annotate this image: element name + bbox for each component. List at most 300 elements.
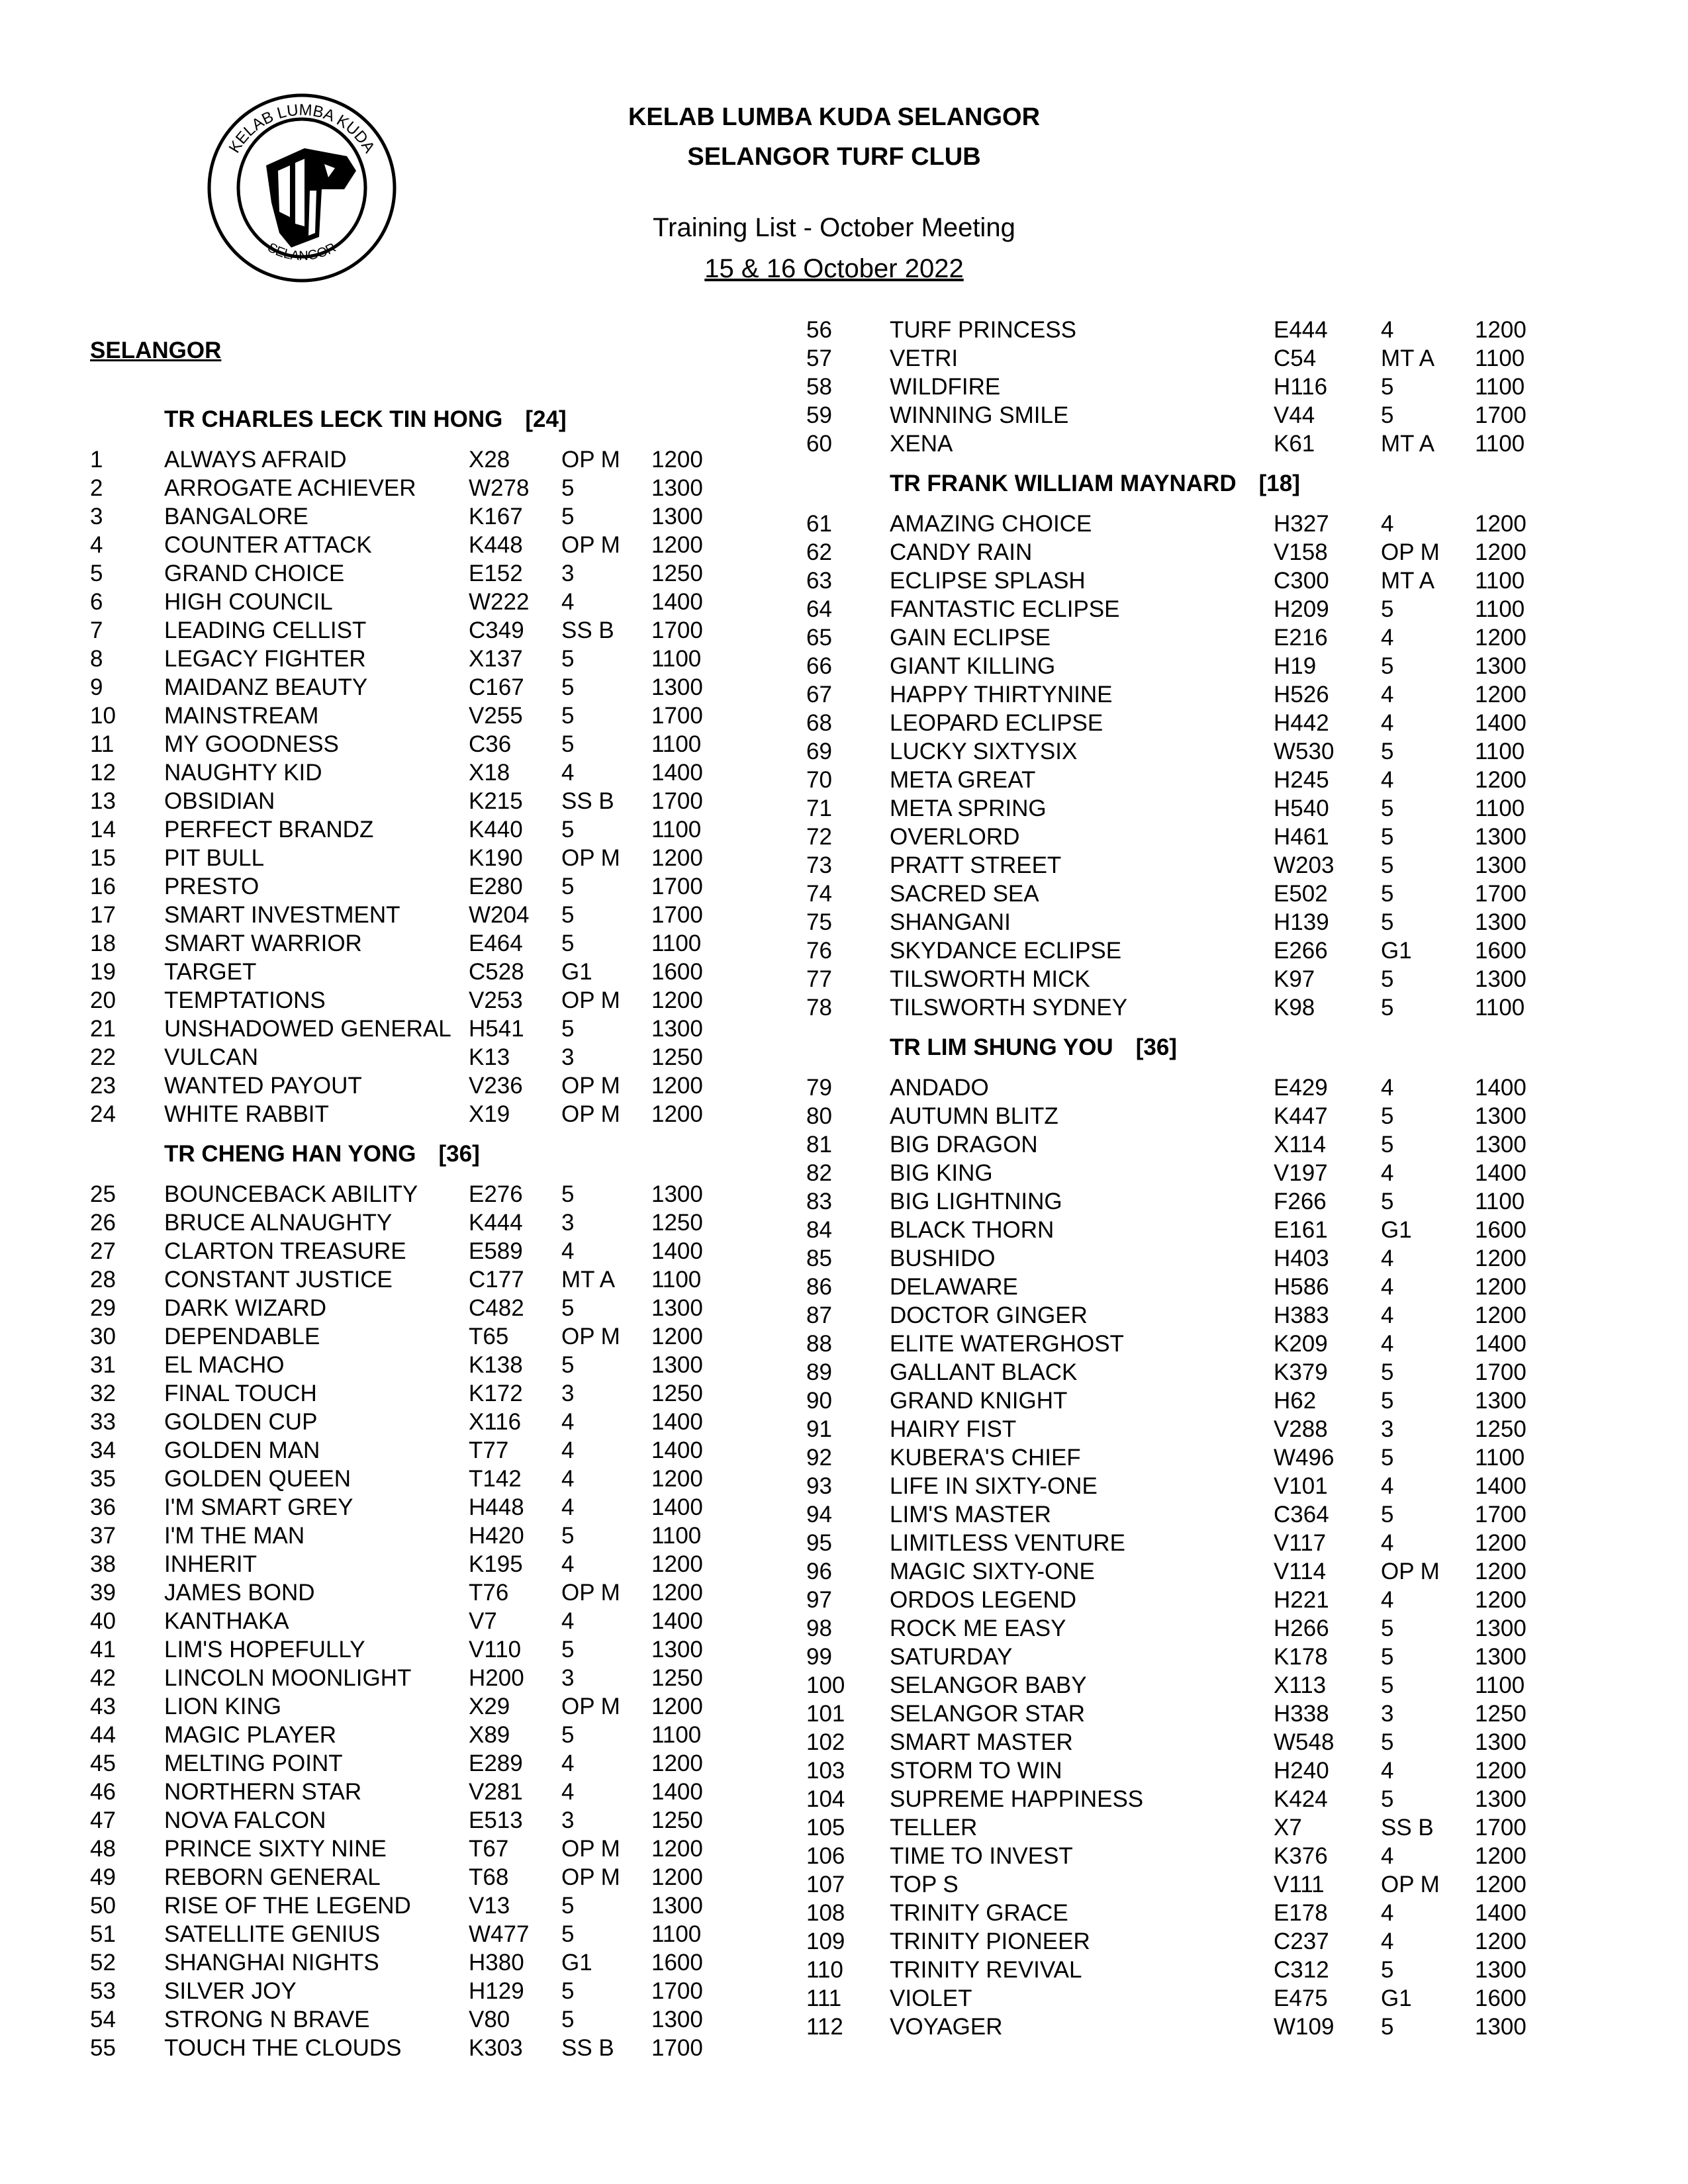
horse-class: 4 — [561, 589, 575, 615]
table-row — [90, 1322, 703, 1351]
horse-distance: 1200 — [651, 532, 703, 558]
horse-code: E280 — [469, 874, 523, 899]
horse-code: H62 — [1274, 1388, 1317, 1414]
horse-number: 2 — [90, 475, 103, 501]
table-row — [90, 474, 703, 502]
horse-name: LEADING CELLIST — [164, 617, 367, 643]
horse-class: 5 — [1381, 374, 1394, 400]
horse-distance: 1300 — [1475, 1615, 1526, 1641]
horse-distance: 1400 — [1475, 1075, 1526, 1101]
table-row — [806, 794, 1525, 823]
horse-distance: 1200 — [1475, 1587, 1526, 1613]
logo-bottom-text: SELANGOR — [265, 240, 339, 264]
horse-number: 24 — [90, 1101, 116, 1127]
horse-name: PRINCE SIXTY NINE — [164, 1836, 387, 1862]
horse-class: 5 — [1381, 1672, 1394, 1698]
horse-number: 65 — [806, 625, 832, 651]
trainer-horse-count: [18] — [1258, 471, 1300, 496]
horse-distance: 1700 — [651, 788, 703, 814]
horse-distance: 1300 — [1475, 1132, 1526, 1158]
horse-name: MY GOODNESS — [164, 731, 339, 757]
horse-code: V281 — [469, 1779, 523, 1805]
horse-code: V253 — [469, 987, 523, 1013]
horse-code: W109 — [1274, 2014, 1335, 2040]
table-row — [806, 680, 1526, 709]
horse-class: 5 — [1381, 966, 1394, 992]
horse-distance: 1700 — [1475, 1359, 1526, 1385]
horse-name: GOLDEN CUP — [164, 1409, 318, 1435]
table-row — [90, 1493, 703, 1522]
horse-class: 4 — [561, 1751, 575, 1776]
horse-name: RISE OF THE LEGEND — [164, 1893, 411, 1919]
horse-distance: 1400 — [651, 1409, 703, 1435]
horse-code: K447 — [1274, 1103, 1328, 1129]
horse-distance: 1200 — [1475, 539, 1526, 565]
table-row — [806, 567, 1525, 595]
table-row — [806, 1187, 1525, 1216]
horse-code: K61 — [1274, 431, 1315, 457]
horse-number: 7 — [90, 617, 103, 643]
horse-distance: 1200 — [651, 1864, 703, 1890]
horse-class: 5 — [561, 817, 575, 842]
table-row — [806, 936, 1526, 965]
table-row — [90, 1294, 703, 1322]
horse-name: SUPREME HAPPINESS — [890, 1786, 1144, 1812]
horse-code: F266 — [1274, 1189, 1327, 1214]
horse-name: DELAWARE — [890, 1274, 1018, 1300]
horse-number: 99 — [806, 1644, 832, 1670]
table-row — [806, 1529, 1526, 1557]
horse-class: 5 — [561, 1181, 575, 1207]
table-row — [90, 872, 703, 901]
horse-class: OP M — [561, 1073, 620, 1099]
horse-distance: 1700 — [1475, 1502, 1526, 1527]
horse-distance: 1200 — [1475, 1246, 1526, 1271]
horse-name: CANDY RAIN — [890, 539, 1033, 565]
horse-class: 4 — [561, 1608, 575, 1634]
horse-distance: 1200 — [1475, 1302, 1526, 1328]
logo-top-text: KELAB LUMBA KUDA — [225, 101, 379, 156]
horse-distance: 1200 — [651, 1073, 703, 1099]
horse-code: C167 — [469, 674, 524, 700]
horse-distance: 1100 — [651, 646, 702, 672]
horse-name: BIG KING — [890, 1160, 993, 1186]
horse-name: ROCK ME EASY — [890, 1615, 1066, 1641]
horse-distance: 1300 — [651, 475, 703, 501]
table-row — [806, 1358, 1526, 1387]
horse-distance: 1400 — [651, 1437, 703, 1463]
horse-number: 66 — [806, 653, 832, 679]
horse-number: 20 — [90, 987, 116, 1013]
horse-number: 79 — [806, 1075, 832, 1101]
table-row — [90, 1835, 703, 1863]
table-row — [90, 958, 703, 986]
horse-number: 45 — [90, 1751, 116, 1776]
horse-name: NORTHERN STAR — [164, 1779, 362, 1805]
table-row — [806, 823, 1526, 851]
horse-number: 108 — [806, 1900, 845, 1926]
horse-distance: 1700 — [651, 703, 703, 729]
horse-name: OVERLORD — [890, 824, 1020, 850]
horse-distance: 1250 — [651, 1381, 703, 1406]
horse-number: 88 — [806, 1331, 832, 1357]
horse-distance: 1400 — [651, 1608, 703, 1634]
table-row — [90, 1635, 703, 1664]
horse-class: 5 — [1381, 881, 1394, 907]
table-row — [806, 1870, 1526, 1899]
table-row — [806, 401, 1526, 430]
horse-class: MT A — [1381, 568, 1435, 594]
horse-class: 5 — [561, 2007, 575, 2032]
horse-distance: 1400 — [1475, 1473, 1526, 1499]
horse-number: 55 — [90, 2035, 116, 2061]
horse-code: C364 — [1274, 1502, 1329, 1527]
horse-class: 5 — [1381, 796, 1394, 821]
horse-code: H327 — [1274, 511, 1329, 537]
horse-name: TILSWORTH MICK — [890, 966, 1090, 992]
horse-name: WILDFIRE — [890, 374, 1001, 400]
horse-name: ORDOS LEGEND — [890, 1587, 1076, 1613]
table-row — [90, 844, 703, 872]
horse-code: W496 — [1274, 1445, 1335, 1471]
horse-number: 86 — [806, 1274, 832, 1300]
horse-code: W203 — [1274, 852, 1335, 878]
horse-distance: 1700 — [1475, 881, 1526, 907]
table-row — [806, 1500, 1526, 1529]
horse-name: WINNING SMILE — [890, 402, 1069, 428]
horse-class: 4 — [1381, 511, 1394, 537]
horse-class: 4 — [1381, 1274, 1394, 1300]
horse-class: 5 — [561, 475, 575, 501]
horse-class: 5 — [1381, 402, 1394, 428]
horse-code: H526 — [1274, 682, 1329, 707]
horse-code: X116 — [469, 1409, 522, 1435]
horse-class: 5 — [1381, 1132, 1394, 1158]
table-row — [90, 1436, 703, 1465]
horse-number: 109 — [806, 1929, 845, 1954]
horse-distance: 1100 — [1475, 739, 1525, 764]
horse-name: STRONG N BRAVE — [164, 2007, 370, 2032]
horse-distance: 1250 — [1475, 1416, 1526, 1442]
horse-name: ECLIPSE SPLASH — [890, 568, 1086, 594]
horse-distance: 1400 — [651, 1238, 703, 1264]
table-row — [806, 430, 1525, 458]
horse-name: LIM'S HOPEFULLY — [164, 1637, 365, 1662]
horse-number: 105 — [806, 1815, 845, 1841]
horse-name: SELANGOR STAR — [890, 1701, 1085, 1727]
horse-code: T77 — [469, 1437, 509, 1463]
horse-distance: 1400 — [1475, 1900, 1526, 1926]
horse-number: 28 — [90, 1267, 116, 1293]
horse-number: 56 — [806, 317, 832, 343]
horse-class: 5 — [561, 646, 575, 672]
horse-number: 47 — [90, 1807, 116, 1833]
table-row — [806, 1700, 1526, 1728]
horse-code: T67 — [469, 1836, 509, 1862]
horse-code: H380 — [469, 1950, 524, 1976]
horse-number: 12 — [90, 760, 116, 786]
table-row — [806, 510, 1526, 538]
horse-name: LEGACY FIGHTER — [164, 646, 366, 672]
horse-class: 4 — [561, 1779, 575, 1805]
horse-class: SS B — [1381, 1815, 1434, 1841]
horse-distance: 1200 — [1475, 767, 1526, 793]
horse-number: 102 — [806, 1729, 845, 1755]
horse-number: 27 — [90, 1238, 116, 1264]
horse-name: PIT BULL — [164, 845, 265, 871]
horse-code: K138 — [469, 1352, 523, 1378]
horse-number: 73 — [806, 852, 832, 878]
horse-class: 3 — [561, 561, 575, 586]
horse-class: OP M — [561, 845, 620, 871]
horse-code: K303 — [469, 2035, 523, 2061]
horse-class: 4 — [1381, 682, 1394, 707]
horse-class: OP M — [561, 1864, 620, 1890]
horse-code: K97 — [1274, 966, 1315, 992]
horse-name: WHITE RABBIT — [164, 1101, 329, 1127]
horse-code: C312 — [1274, 1957, 1329, 1983]
table-row — [806, 851, 1526, 880]
horse-number: 11 — [90, 731, 115, 757]
horse-distance: 1300 — [651, 1016, 703, 1042]
horse-code: V158 — [1274, 539, 1328, 565]
horse-code: C237 — [1274, 1929, 1329, 1954]
horse-class: 4 — [561, 760, 575, 786]
table-row — [806, 1899, 1526, 1927]
horse-number: 32 — [90, 1381, 116, 1406]
horse-distance: 1250 — [651, 1210, 703, 1236]
horse-code: H442 — [1274, 710, 1329, 736]
horse-number: 107 — [806, 1872, 845, 1897]
table-row — [90, 901, 703, 929]
horse-name: BUSHIDO — [890, 1246, 996, 1271]
horse-number: 44 — [90, 1722, 116, 1748]
horse-distance: 1300 — [651, 1352, 703, 1378]
horse-name: SMART INVESTMENT — [164, 902, 400, 928]
table-row — [90, 673, 703, 702]
horse-number: 38 — [90, 1551, 116, 1577]
horse-number: 75 — [806, 909, 832, 935]
horse-code: H461 — [1274, 824, 1329, 850]
horse-distance: 1200 — [1475, 1559, 1526, 1584]
horse-class: MT A — [1381, 345, 1435, 371]
horse-name: PRATT STREET — [890, 852, 1062, 878]
horse-number: 104 — [806, 1786, 845, 1812]
horse-class: 5 — [561, 1978, 575, 2004]
horse-name: SHANGHAI NIGHTS — [164, 1950, 379, 1976]
table-row — [806, 1557, 1526, 1586]
horse-class: 3 — [561, 1210, 575, 1236]
horse-number: 94 — [806, 1502, 832, 1527]
horse-number: 96 — [806, 1559, 832, 1584]
horse-name: SACRED SEA — [890, 881, 1039, 907]
horse-number: 21 — [90, 1016, 116, 1042]
horse-distance: 1250 — [651, 1665, 703, 1691]
horse-class: 3 — [1381, 1416, 1394, 1442]
horse-name: EL MACHO — [164, 1352, 285, 1378]
horse-distance: 1200 — [1475, 1929, 1526, 1954]
horse-code: H19 — [1274, 653, 1317, 679]
horse-name: KUBERA'S CHIEF — [890, 1445, 1081, 1471]
horse-class: 4 — [1381, 1473, 1394, 1499]
horse-class: SS B — [561, 788, 614, 814]
horse-number: 52 — [90, 1950, 116, 1976]
horse-name: AMAZING CHOICE — [890, 511, 1092, 537]
table-row — [806, 1671, 1525, 1700]
horse-distance: 1300 — [651, 504, 703, 529]
horse-code: T76 — [469, 1580, 509, 1606]
horse-number: 110 — [806, 1957, 843, 1983]
horse-code: H540 — [1274, 796, 1329, 821]
horse-number: 57 — [806, 345, 832, 371]
table-row — [90, 1180, 703, 1208]
horse-name: HAPPY THIRTYNINE — [890, 682, 1113, 707]
horse-class: OP M — [561, 1694, 620, 1719]
club-name-malay: KELAB LUMBA KUDA SELANGOR — [628, 103, 1041, 131]
table-row — [90, 1351, 703, 1379]
horse-number: 111 — [806, 1985, 842, 2011]
horse-number: 71 — [806, 796, 832, 821]
horse-number: 42 — [90, 1665, 116, 1691]
table-row — [90, 1806, 703, 1835]
region-heading: SELANGOR — [90, 338, 222, 363]
horse-distance: 1300 — [651, 2007, 703, 2032]
horse-number: 78 — [806, 995, 832, 1021]
horse-name: PRESTO — [164, 874, 259, 899]
table-row — [806, 1956, 1526, 1984]
horse-number: 59 — [806, 402, 832, 428]
horse-name: GOLDEN MAN — [164, 1437, 320, 1463]
horse-number: 33 — [90, 1409, 116, 1435]
table-row — [90, 730, 702, 758]
horse-number: 76 — [806, 938, 832, 964]
horse-name: SMART MASTER — [890, 1729, 1073, 1755]
horse-distance: 1200 — [651, 1836, 703, 1862]
horse-code: E152 — [469, 561, 523, 586]
horse-number: 92 — [806, 1445, 832, 1471]
horse-name: MAIDANZ BEAUTY — [164, 674, 368, 700]
horse-distance: 1200 — [1475, 682, 1526, 707]
horse-class: 4 — [1381, 1758, 1394, 1784]
horse-number: 82 — [806, 1160, 832, 1186]
horse-number: 83 — [806, 1189, 832, 1214]
horse-number: 8 — [90, 646, 103, 672]
horse-code: V101 — [1274, 1473, 1328, 1499]
horse-name: GOLDEN QUEEN — [164, 1466, 351, 1492]
horse-number: 87 — [806, 1302, 832, 1328]
horse-class: SS B — [561, 2035, 614, 2061]
horse-name: TOP S — [890, 1872, 959, 1897]
horse-distance: 1200 — [1475, 317, 1526, 343]
horse-name: MAINSTREAM — [164, 703, 319, 729]
table-row — [90, 1522, 702, 1550]
horse-class: 5 — [1381, 995, 1394, 1021]
horse-code: V13 — [469, 1893, 510, 1919]
horse-name: VETRI — [890, 345, 959, 371]
horse-distance: 1200 — [1475, 1843, 1526, 1869]
horse-distance: 1100 — [651, 1267, 702, 1293]
horse-code: H245 — [1274, 767, 1329, 793]
horse-distance: 1700 — [651, 1978, 703, 2004]
table-row — [90, 1891, 703, 1920]
horse-code: C54 — [1274, 345, 1317, 371]
horse-code: K98 — [1274, 995, 1315, 1021]
horse-name: XENA — [890, 431, 953, 457]
horse-class: 4 — [561, 1238, 575, 1264]
horse-distance: 1250 — [651, 1807, 703, 1833]
horse-class: 5 — [561, 1893, 575, 1919]
horse-name: SKYDANCE ECLIPSE — [890, 938, 1122, 964]
horse-code: W530 — [1274, 739, 1335, 764]
horse-class: 5 — [1381, 1615, 1394, 1641]
table-row — [806, 1387, 1526, 1415]
horse-name: KANTHAKA — [164, 1608, 289, 1634]
horse-name: GAIN ECLIPSE — [890, 625, 1051, 651]
horse-number: 50 — [90, 1893, 116, 1919]
table-row — [90, 1692, 703, 1721]
horse-number: 89 — [806, 1359, 832, 1385]
horse-name: ANDADO — [890, 1075, 989, 1101]
horse-number: 90 — [806, 1388, 832, 1414]
table-row — [806, 709, 1526, 737]
horse-name: TARGET — [164, 959, 257, 985]
horse-number: 51 — [90, 1921, 116, 1947]
horse-name: LEOPARD ECLIPSE — [890, 710, 1103, 736]
horse-code: E178 — [1274, 1900, 1328, 1926]
table-row — [806, 652, 1526, 680]
horse-class: OP M — [561, 1101, 620, 1127]
table-row — [806, 1273, 1526, 1301]
horse-number: 36 — [90, 1494, 116, 1520]
horse-number: 31 — [90, 1352, 116, 1378]
horse-number: 72 — [806, 824, 832, 850]
horse-number: 98 — [806, 1615, 832, 1641]
horse-code: V197 — [1274, 1160, 1328, 1186]
horse-class: OP M — [1381, 539, 1440, 565]
horse-number: 63 — [806, 568, 832, 594]
horse-distance: 1100 — [1475, 796, 1525, 821]
horse-code: H129 — [469, 1978, 524, 2004]
table-row — [90, 1550, 703, 1578]
horse-code: K379 — [1274, 1359, 1328, 1385]
horse-class: 5 — [561, 902, 575, 928]
horse-class: 5 — [561, 674, 575, 700]
horse-name: TURF PRINCESS — [890, 317, 1076, 343]
horse-class: 5 — [561, 731, 575, 757]
horse-name: FINAL TOUCH — [164, 1381, 317, 1406]
horse-code: X113 — [1274, 1672, 1327, 1698]
horse-code: H200 — [469, 1665, 524, 1691]
horse-class: 3 — [561, 1665, 575, 1691]
horse-class: SS B — [561, 617, 614, 643]
horse-code: E216 — [1274, 625, 1328, 651]
horse-number: 15 — [90, 845, 116, 871]
horse-class: 4 — [561, 1409, 575, 1435]
horse-code: X89 — [469, 1722, 510, 1748]
horse-class: 4 — [1381, 625, 1394, 651]
horse-code: E464 — [469, 931, 523, 956]
table-row — [806, 1330, 1526, 1358]
table-row — [90, 502, 703, 531]
table-row — [90, 1721, 702, 1749]
horse-number: 69 — [806, 739, 832, 764]
horse-number: 35 — [90, 1466, 116, 1492]
horse-number: 18 — [90, 931, 116, 956]
table-row — [90, 929, 702, 958]
horse-number: 91 — [806, 1416, 832, 1442]
horse-number: 46 — [90, 1779, 116, 1805]
horse-class: 5 — [561, 1722, 575, 1748]
